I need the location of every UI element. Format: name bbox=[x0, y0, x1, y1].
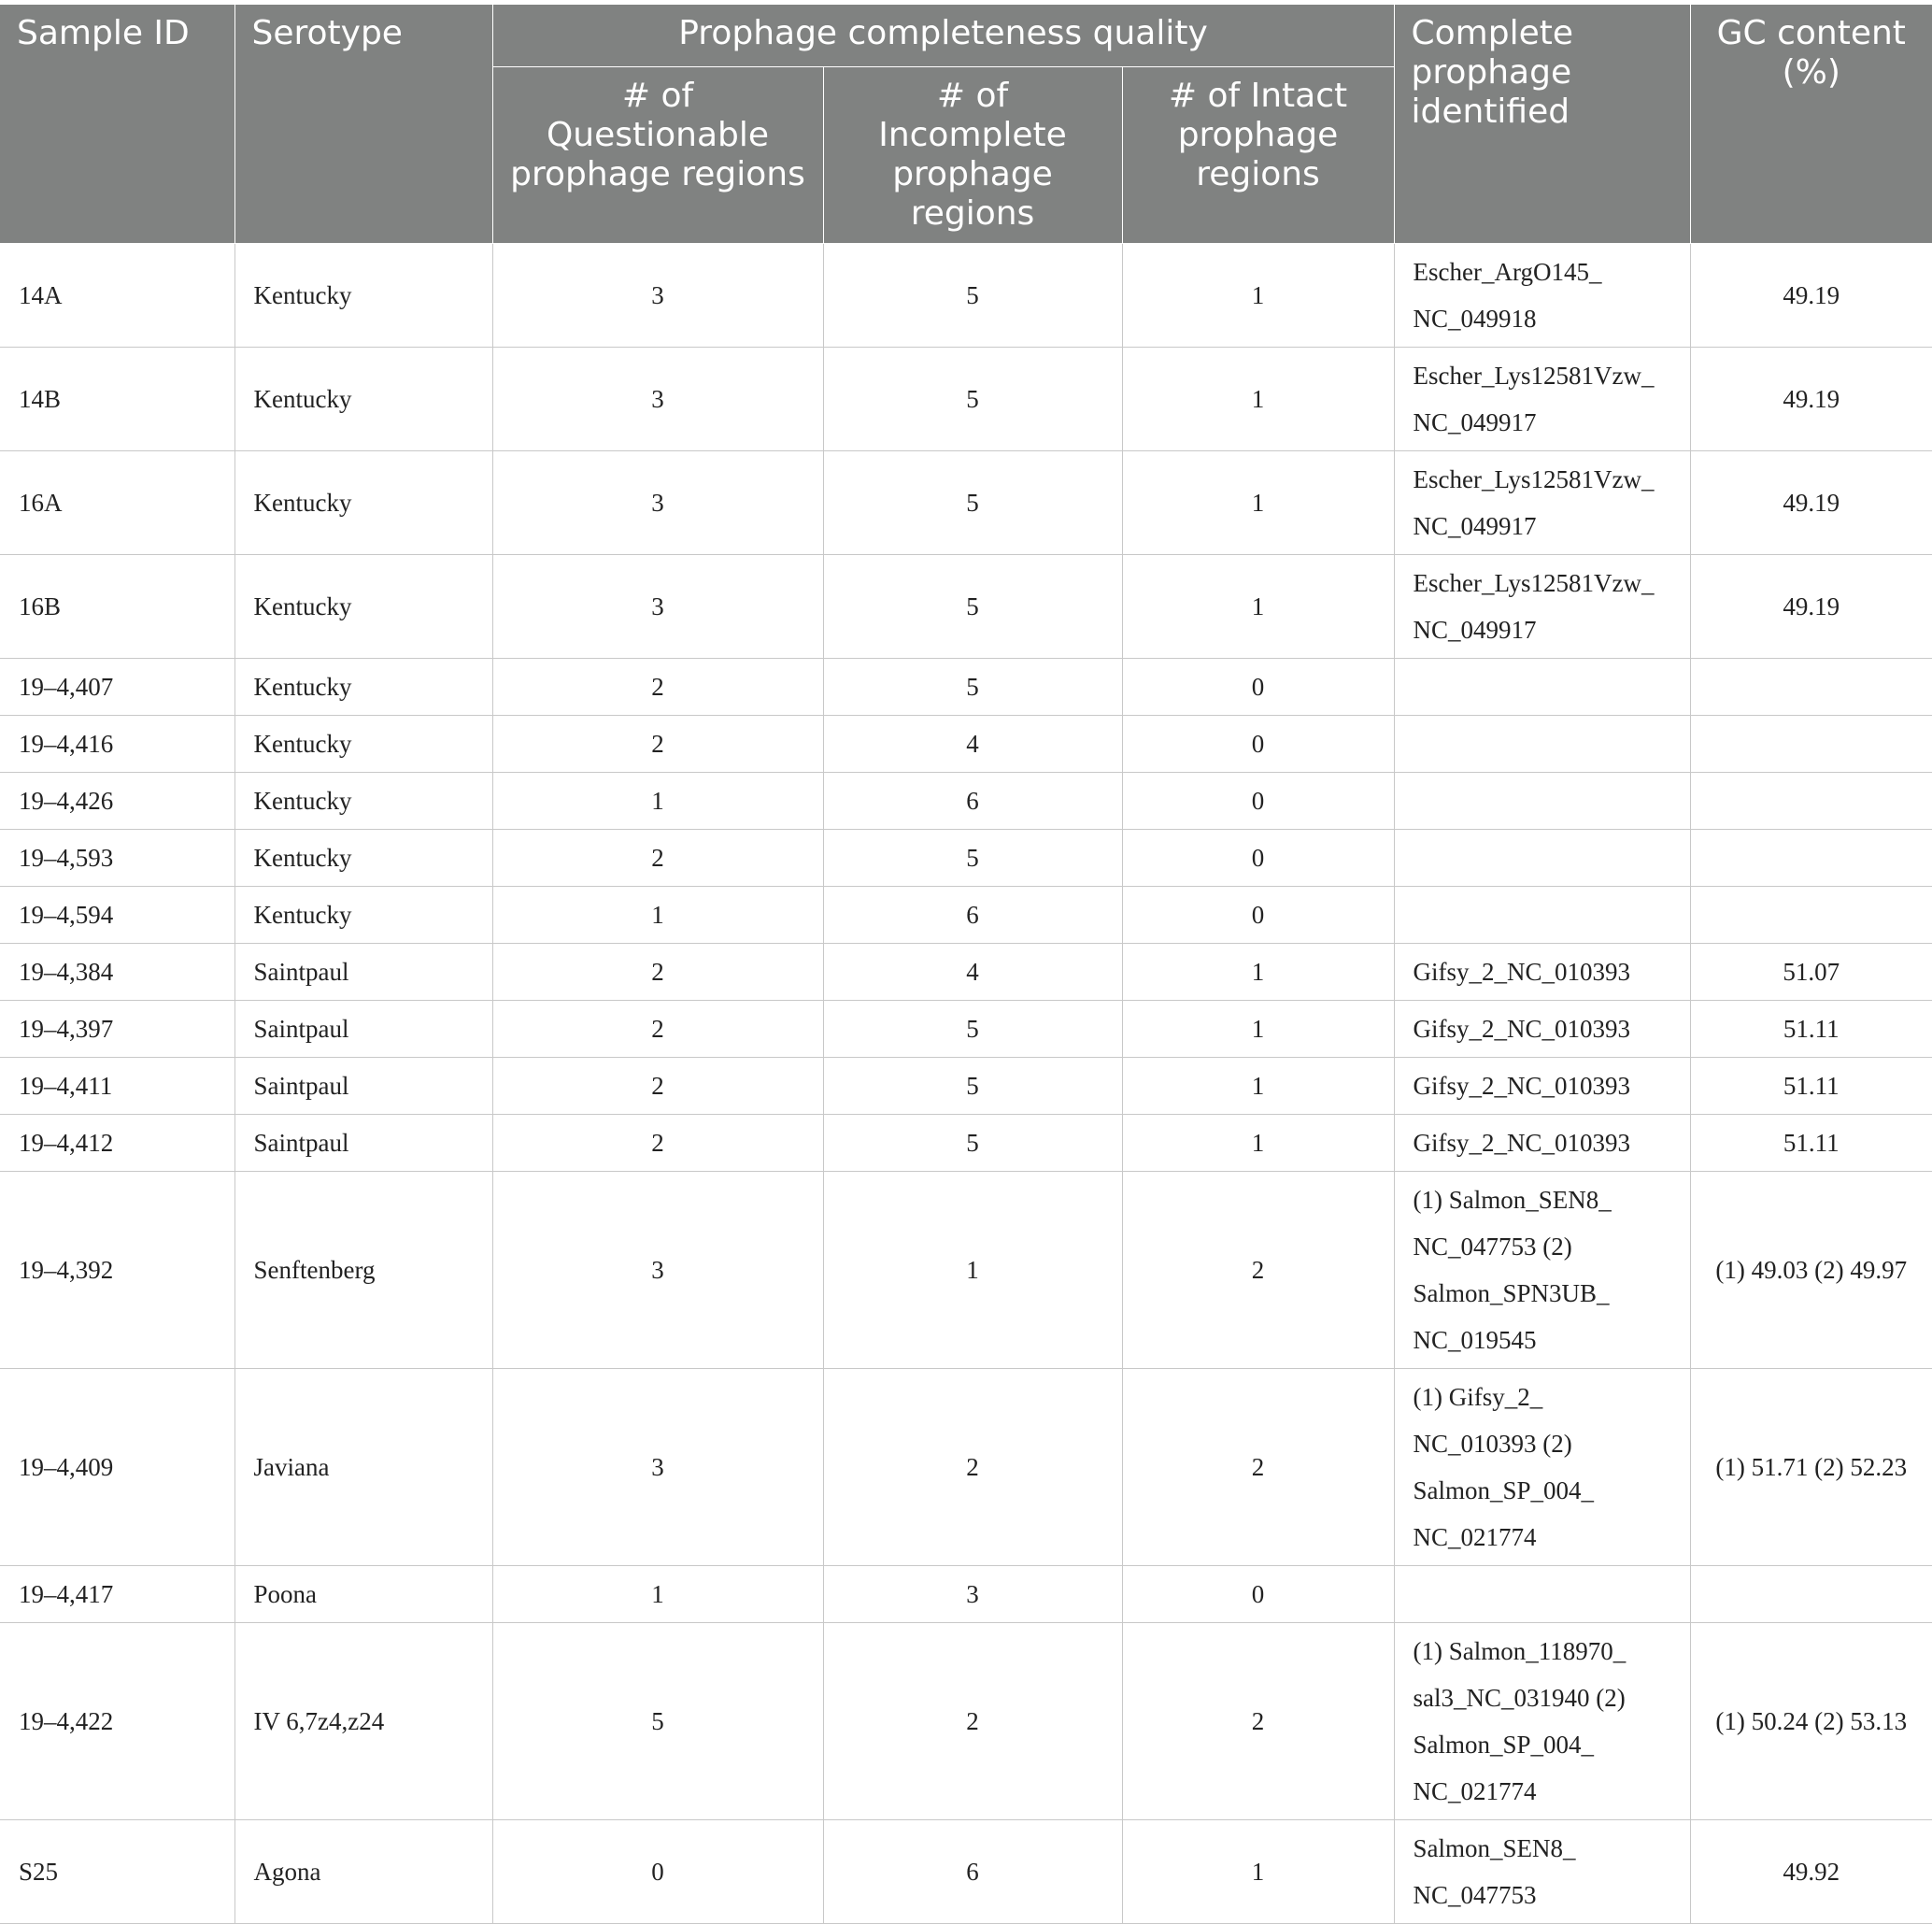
cell-questionable: 5 bbox=[492, 1623, 823, 1820]
table-row bbox=[0, 1001, 1932, 1058]
cell-questionable: 2 bbox=[492, 659, 823, 716]
cell-gc-content bbox=[1690, 887, 1932, 944]
cell-complete-prophage: Gifsy_2_NC_010393 bbox=[1394, 1115, 1690, 1172]
table-row bbox=[0, 944, 1932, 1001]
cell-intact: 0 bbox=[1122, 773, 1394, 830]
cell-incomplete: 2 bbox=[823, 1623, 1122, 1820]
cell-gc-content: (1) 50.24 (2) 53.13 bbox=[1690, 1623, 1932, 1820]
cell-questionable: 3 bbox=[492, 1369, 823, 1566]
header-incomplete: # of Incomplete prophage regions bbox=[823, 67, 1122, 244]
cell-serotype: Kentucky bbox=[234, 555, 492, 659]
table-row bbox=[0, 244, 1932, 348]
cell-complete-prophage: Gifsy_2_NC_010393 bbox=[1394, 1001, 1690, 1058]
table-row bbox=[0, 1172, 1932, 1369]
cell-sample-id: 19–4,422 bbox=[0, 1623, 234, 1820]
cell-gc-content: 51.11 bbox=[1690, 1058, 1932, 1115]
cell-sample-id: 19–4,593 bbox=[0, 830, 234, 887]
cell-intact: 2 bbox=[1122, 1623, 1394, 1820]
cell-incomplete: 6 bbox=[823, 887, 1122, 944]
cell-complete-prophage: Escher_Lys12581Vzw_ NC_049917 bbox=[1394, 348, 1690, 451]
cell-serotype: Saintpaul bbox=[234, 1115, 492, 1172]
cell-serotype: Kentucky bbox=[234, 716, 492, 773]
cell-incomplete: 5 bbox=[823, 348, 1122, 451]
table-row bbox=[0, 830, 1932, 887]
cell-sample-id: 19–4,392 bbox=[0, 1172, 234, 1369]
cell-complete-prophage: Escher_ArgO145_ NC_049918 bbox=[1394, 244, 1690, 348]
header-serotype: Serotype bbox=[234, 5, 492, 244]
cell-gc-content: 49.19 bbox=[1690, 348, 1932, 451]
cell-questionable: 3 bbox=[492, 244, 823, 348]
cell-incomplete: 4 bbox=[823, 944, 1122, 1001]
cell-gc-content: 49.92 bbox=[1690, 1820, 1932, 1924]
cell-sample-id: S25 bbox=[0, 1820, 234, 1924]
cell-questionable: 3 bbox=[492, 348, 823, 451]
cell-serotype: Kentucky bbox=[234, 659, 492, 716]
table-row bbox=[0, 348, 1932, 451]
cell-serotype: Saintpaul bbox=[234, 1058, 492, 1115]
cell-serotype: Kentucky bbox=[234, 830, 492, 887]
cell-questionable: 2 bbox=[492, 1115, 823, 1172]
cell-complete-prophage: Gifsy_2_NC_010393 bbox=[1394, 944, 1690, 1001]
cell-gc-content: 51.07 bbox=[1690, 944, 1932, 1001]
cell-incomplete: 6 bbox=[823, 1820, 1122, 1924]
cell-serotype: Agona bbox=[234, 1820, 492, 1924]
cell-gc-content: 49.19 bbox=[1690, 244, 1932, 348]
cell-incomplete: 5 bbox=[823, 1115, 1122, 1172]
cell-questionable: 3 bbox=[492, 1172, 823, 1369]
cell-sample-id: 19–4,412 bbox=[0, 1115, 234, 1172]
header-intact: # of Intact prophage regions bbox=[1122, 67, 1394, 244]
cell-complete-prophage: Escher_Lys12581Vzw_ NC_049917 bbox=[1394, 451, 1690, 555]
cell-serotype: Poona bbox=[234, 1566, 492, 1623]
cell-complete-prophage: (1) Salmon_118970_ sal3_NC_031940 (2) Salmon_SP_004_ NC_021774 bbox=[1394, 1623, 1690, 1820]
cell-sample-id: 16A bbox=[0, 451, 234, 555]
cell-sample-id: 19–4,407 bbox=[0, 659, 234, 716]
cell-complete-prophage: Escher_Lys12581Vzw_ NC_049917 bbox=[1394, 555, 1690, 659]
cell-gc-content bbox=[1690, 659, 1932, 716]
header-prophage-completeness: Prophage completeness quality bbox=[492, 5, 1394, 67]
prophage-table bbox=[0, 4, 1932, 1924]
table-row bbox=[0, 555, 1932, 659]
cell-serotype: Senftenberg bbox=[234, 1172, 492, 1369]
cell-incomplete: 5 bbox=[823, 1001, 1122, 1058]
cell-gc-content: (1) 49.03 (2) 49.97 bbox=[1690, 1172, 1932, 1369]
cell-incomplete: 2 bbox=[823, 1369, 1122, 1566]
cell-intact: 0 bbox=[1122, 887, 1394, 944]
cell-intact: 1 bbox=[1122, 944, 1394, 1001]
cell-intact: 2 bbox=[1122, 1172, 1394, 1369]
table-row bbox=[0, 716, 1932, 773]
cell-gc-content bbox=[1690, 1566, 1932, 1623]
table-row bbox=[0, 659, 1932, 716]
cell-sample-id: 14A bbox=[0, 244, 234, 348]
cell-complete-prophage bbox=[1394, 716, 1690, 773]
cell-serotype: IV 6,7z4,z24 bbox=[234, 1623, 492, 1820]
table-body bbox=[0, 244, 1932, 1924]
cell-questionable: 2 bbox=[492, 1001, 823, 1058]
cell-serotype: Kentucky bbox=[234, 451, 492, 555]
cell-intact: 1 bbox=[1122, 348, 1394, 451]
cell-gc-content: 51.11 bbox=[1690, 1115, 1932, 1172]
header-questionable: # of Questionable prophage regions bbox=[492, 67, 823, 244]
cell-sample-id: 19–4,426 bbox=[0, 773, 234, 830]
cell-complete-prophage: (1) Gifsy_2_ NC_010393 (2) Salmon_SP_004_ NC_021774 bbox=[1394, 1369, 1690, 1566]
cell-sample-id: 19–4,594 bbox=[0, 887, 234, 944]
cell-gc-content bbox=[1690, 716, 1932, 773]
cell-serotype: Javiana bbox=[234, 1369, 492, 1566]
table-row bbox=[0, 1820, 1932, 1924]
cell-questionable: 0 bbox=[492, 1820, 823, 1924]
cell-incomplete: 5 bbox=[823, 555, 1122, 659]
cell-incomplete: 5 bbox=[823, 451, 1122, 555]
cell-serotype: Saintpaul bbox=[234, 944, 492, 1001]
cell-complete-prophage: (1) Salmon_SEN8_ NC_047753 (2) Salmon_SPN3UB_ NC_019545 bbox=[1394, 1172, 1690, 1369]
cell-intact: 1 bbox=[1122, 555, 1394, 659]
cell-complete-prophage: Gifsy_2_NC_010393 bbox=[1394, 1058, 1690, 1115]
cell-sample-id: 19–4,411 bbox=[0, 1058, 234, 1115]
cell-serotype: Kentucky bbox=[234, 348, 492, 451]
cell-questionable: 2 bbox=[492, 716, 823, 773]
table-row bbox=[0, 1369, 1932, 1566]
cell-questionable: 1 bbox=[492, 1566, 823, 1623]
cell-gc-content: 49.19 bbox=[1690, 451, 1932, 555]
cell-incomplete: 3 bbox=[823, 1566, 1122, 1623]
table-row bbox=[0, 773, 1932, 830]
cell-intact: 2 bbox=[1122, 1369, 1394, 1566]
cell-complete-prophage bbox=[1394, 1566, 1690, 1623]
cell-intact: 0 bbox=[1122, 716, 1394, 773]
cell-questionable: 2 bbox=[492, 830, 823, 887]
cell-questionable: 1 bbox=[492, 887, 823, 944]
cell-intact: 0 bbox=[1122, 830, 1394, 887]
cell-gc-content bbox=[1690, 830, 1932, 887]
cell-sample-id: 14B bbox=[0, 348, 234, 451]
table-row bbox=[0, 1566, 1932, 1623]
cell-incomplete: 5 bbox=[823, 1058, 1122, 1115]
cell-intact: 1 bbox=[1122, 1058, 1394, 1115]
cell-questionable: 3 bbox=[492, 555, 823, 659]
cell-intact: 1 bbox=[1122, 1820, 1394, 1924]
cell-serotype: Saintpaul bbox=[234, 1001, 492, 1058]
cell-incomplete: 1 bbox=[823, 1172, 1122, 1369]
cell-sample-id: 19–4,384 bbox=[0, 944, 234, 1001]
cell-intact: 0 bbox=[1122, 659, 1394, 716]
cell-incomplete: 5 bbox=[823, 830, 1122, 887]
cell-complete-prophage bbox=[1394, 773, 1690, 830]
cell-gc-content: 51.11 bbox=[1690, 1001, 1932, 1058]
cell-sample-id: 19–4,397 bbox=[0, 1001, 234, 1058]
table-row bbox=[0, 1115, 1932, 1172]
cell-sample-id: 19–4,416 bbox=[0, 716, 234, 773]
table-row bbox=[0, 887, 1932, 944]
header-gc-content: GC content (%) bbox=[1690, 5, 1932, 244]
cell-incomplete: 5 bbox=[823, 244, 1122, 348]
cell-incomplete: 5 bbox=[823, 659, 1122, 716]
cell-gc-content bbox=[1690, 773, 1932, 830]
cell-incomplete: 6 bbox=[823, 773, 1122, 830]
cell-questionable: 2 bbox=[492, 1058, 823, 1115]
cell-intact: 1 bbox=[1122, 451, 1394, 555]
cell-sample-id: 19–4,417 bbox=[0, 1566, 234, 1623]
cell-complete-prophage: Salmon_SEN8_ NC_047753 bbox=[1394, 1820, 1690, 1924]
cell-complete-prophage bbox=[1394, 659, 1690, 716]
cell-questionable: 3 bbox=[492, 451, 823, 555]
cell-questionable: 2 bbox=[492, 944, 823, 1001]
cell-gc-content: 49.19 bbox=[1690, 555, 1932, 659]
cell-complete-prophage bbox=[1394, 887, 1690, 944]
cell-complete-prophage bbox=[1394, 830, 1690, 887]
table-row bbox=[0, 1058, 1932, 1115]
cell-incomplete: 4 bbox=[823, 716, 1122, 773]
cell-serotype: Kentucky bbox=[234, 244, 492, 348]
cell-sample-id: 16B bbox=[0, 555, 234, 659]
cell-intact: 1 bbox=[1122, 1115, 1394, 1172]
cell-gc-content: (1) 51.71 (2) 52.23 bbox=[1690, 1369, 1932, 1566]
table-row bbox=[0, 1623, 1932, 1820]
cell-intact: 0 bbox=[1122, 1566, 1394, 1623]
cell-intact: 1 bbox=[1122, 1001, 1394, 1058]
cell-serotype: Kentucky bbox=[234, 887, 492, 944]
header-sample-id: Sample ID bbox=[0, 5, 234, 244]
cell-questionable: 1 bbox=[492, 773, 823, 830]
cell-intact: 1 bbox=[1122, 244, 1394, 348]
table-row bbox=[0, 451, 1932, 555]
cell-serotype: Kentucky bbox=[234, 773, 492, 830]
cell-sample-id: 19–4,409 bbox=[0, 1369, 234, 1566]
header-complete-prophage: Complete prophage identified bbox=[1394, 5, 1690, 244]
